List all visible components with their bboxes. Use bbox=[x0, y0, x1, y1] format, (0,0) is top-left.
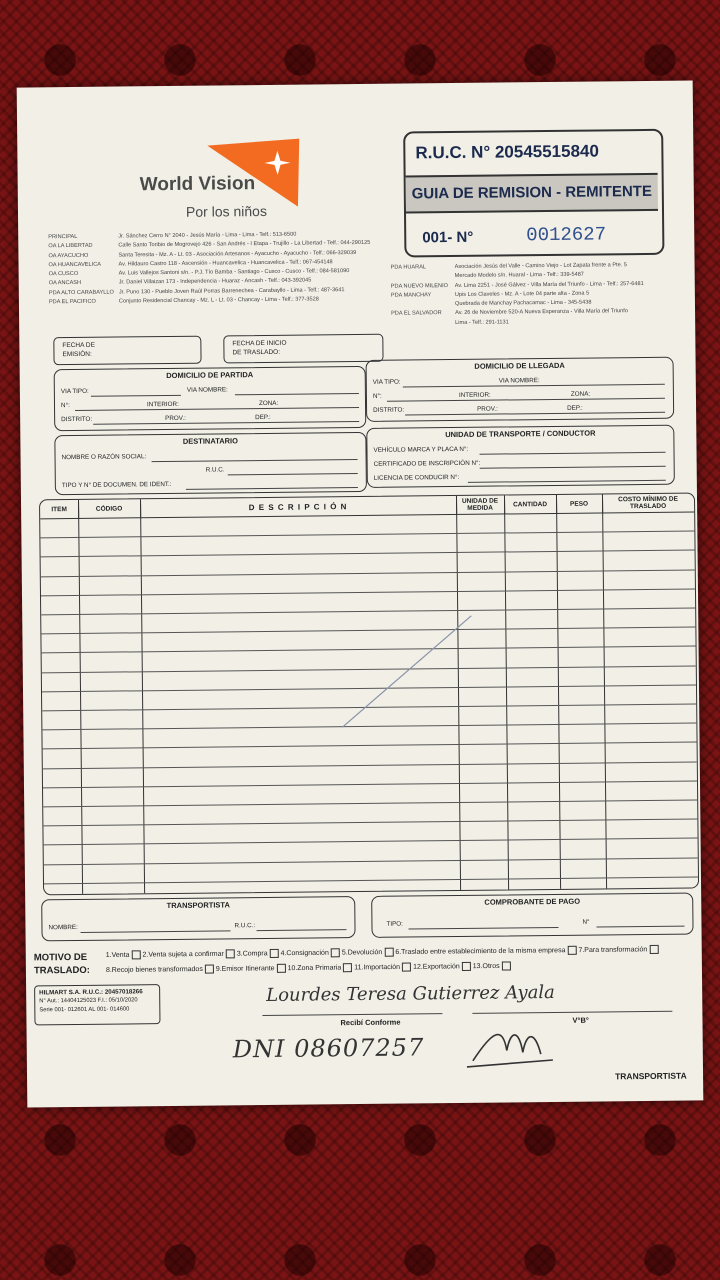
motivo-option-label: 7.Para transformación bbox=[578, 946, 648, 955]
motivo-option-label: 10.Zona Primaria bbox=[287, 964, 342, 973]
header-costo: COSTO MÍNIMO DE TRASLADO bbox=[618, 495, 678, 511]
partida-via-nombre-label: VIA NOMBRE: bbox=[186, 386, 228, 394]
transporte-title: UNIDAD DE TRANSPORTE / CONDUCTOR bbox=[445, 428, 596, 440]
transportista-ruc-label: R.U.C.: bbox=[234, 922, 256, 930]
handwritten-signature-name: Lourdes Teresa Gutierrez Ayala bbox=[266, 981, 555, 1007]
vb-signature-line bbox=[472, 1011, 672, 1014]
offices-right-list bbox=[391, 261, 692, 329]
motivo-checkbox[interactable] bbox=[502, 961, 511, 970]
partida-n-label: N°: bbox=[60, 402, 70, 410]
motivo-option-label: 8.Recojo bienes transformados bbox=[105, 966, 203, 975]
office-row: PRINCIPAL Jr. Sánchez Cerro N° 2040 - Jesús María - Lima - Lima - Telf.: 513-6500 bbox=[48, 231, 297, 241]
transportista-nombre-label: NOMBRE: bbox=[48, 923, 78, 932]
document-number: 0012627 bbox=[526, 223, 607, 247]
printer-aut: N° Aut.: 14404125023 F.I.: 05/10/2020 bbox=[39, 997, 138, 1005]
destinatario-ruc-label: R.U.C. bbox=[205, 466, 225, 474]
comprobante-title: COMPROBANTE DE PAGO bbox=[484, 896, 581, 907]
fecha-traslado-label-2: DE TRASLADO: bbox=[232, 348, 281, 357]
comprobante-tipo-input[interactable] bbox=[409, 927, 559, 930]
recibi-conforme-label: Recibí Conforme bbox=[340, 1017, 401, 1028]
llegada-via-input[interactable] bbox=[403, 384, 665, 388]
comprobante-n-label: N° bbox=[582, 918, 590, 926]
unidad-transporte-section bbox=[366, 425, 675, 488]
motivo-checkbox[interactable] bbox=[343, 963, 352, 972]
destinatario-title: DESTINATARIO bbox=[182, 436, 238, 446]
motivo-option-label: 2.Venta sujeta a confirmar bbox=[142, 950, 224, 959]
partida-interior-label: INTERIOR: bbox=[146, 400, 179, 409]
office-row: OA AYACUCHO Santa Teresita - Mz. A - Lt. 03 - Asociación Artesanos - Ayacucho - Ayacucho - Telf.: 066-329039 bbox=[48, 249, 357, 259]
header-unidad: UNIDAD DE MEDIDA bbox=[456, 495, 505, 514]
printer-name: HILMART S.A. R.U.C.: 20457018266 bbox=[39, 988, 143, 997]
transportista-ruc-input[interactable] bbox=[257, 929, 347, 931]
ruc-number: R.U.C. N° 20545515840 bbox=[415, 141, 600, 163]
partida-via-nombre-input[interactable] bbox=[235, 393, 359, 395]
llegada-n-label: N°: bbox=[372, 392, 382, 400]
motivo-checkbox[interactable] bbox=[131, 950, 140, 959]
destinatario-section bbox=[54, 432, 367, 495]
motivo-options-row1 bbox=[106, 944, 706, 959]
motivo-checkbox[interactable] bbox=[567, 946, 576, 955]
motivo-label-2: TRASLADO: bbox=[33, 964, 90, 977]
header-codigo: CÓDIGO bbox=[78, 499, 141, 518]
header-cantidad: CANTIDAD bbox=[504, 495, 557, 514]
header-descripcion: D E S C R I P C I Ó N bbox=[140, 496, 457, 517]
partida-row3-input[interactable] bbox=[93, 421, 359, 425]
destinatario-tipo-doc-label: TIPO Y N° DE DOCUMEN. DE IDENT.: bbox=[61, 480, 172, 490]
fecha-emision-field[interactable] bbox=[53, 336, 201, 366]
office-row: Mercado Modelo s/n. Huaral - Lima - Telf.: 339-5487 bbox=[454, 271, 584, 280]
destinatario-nombre-input[interactable] bbox=[152, 459, 358, 462]
fecha-traslado-field[interactable] bbox=[223, 334, 383, 364]
cancel-strike-mark bbox=[40, 493, 698, 894]
handwritten-initials-icon bbox=[462, 1020, 563, 1071]
llegada-row2-input[interactable] bbox=[387, 398, 665, 402]
motivo-checkbox[interactable] bbox=[384, 948, 393, 957]
certificado-input[interactable] bbox=[480, 466, 666, 469]
header-item: ITEM bbox=[40, 500, 79, 518]
comprobante-tipo-label: TIPO: bbox=[386, 920, 403, 928]
comprobante-n-input[interactable] bbox=[596, 926, 684, 928]
brand-name: World Vision bbox=[139, 173, 256, 196]
partida-via-tipo-input[interactable] bbox=[91, 395, 181, 397]
llegada-via-tipo-label: VIA TIPO: bbox=[372, 378, 401, 386]
motivo-checkbox[interactable] bbox=[402, 962, 411, 971]
motivo-option-label: 13.Otros bbox=[472, 962, 500, 971]
partida-distrito-label: DISTRITO: bbox=[61, 415, 93, 424]
transportista-title: TRANSPORTISTA bbox=[166, 900, 230, 911]
header-peso: PESO bbox=[556, 494, 603, 512]
llegada-distrito-label: DISTRITO: bbox=[373, 406, 405, 414]
motivo-checkbox[interactable] bbox=[649, 945, 658, 954]
licencia-input[interactable] bbox=[468, 480, 666, 483]
llegada-interior-label: INTERIOR: bbox=[458, 391, 491, 399]
printer-info-box bbox=[34, 984, 160, 1025]
fecha-emision-label-2: EMISIÓN: bbox=[62, 350, 92, 359]
certificado-label: CERTIFICADO DE INSCRIPCIÓN N°: bbox=[373, 459, 481, 468]
office-row: Quebrada de Manchay Pachacamac - Lima - 345-5438 bbox=[454, 299, 592, 308]
office-row: PDA HUARAL Asociación Jesús del Valle - Camino Viejo - Lot Zapata frente a Pte. 5 bbox=[390, 262, 627, 271]
brand-tagline: Por los niños bbox=[185, 202, 268, 220]
guia-remision-sheet bbox=[17, 80, 704, 1107]
motivo-option-label: 3.Compra bbox=[236, 950, 268, 958]
partida-prov-label: PROV.: bbox=[165, 414, 186, 423]
motivo-label bbox=[34, 951, 90, 978]
partida-title: DOMICILIO DE PARTIDA bbox=[166, 370, 254, 381]
fecha-traslado-label-1: FECHA DE INICIO bbox=[232, 339, 287, 348]
llegada-prov-label: PROV.: bbox=[477, 405, 498, 413]
licencia-label: LICENCIA DE CONDUCIR N°: bbox=[373, 473, 460, 482]
recibi-signature-line bbox=[262, 1013, 442, 1016]
partida-row2-input[interactable] bbox=[75, 407, 359, 411]
offices-left-list bbox=[48, 229, 439, 307]
motivo-option-label: 1.Venta bbox=[105, 951, 130, 960]
printer-serie: Serie 001- 012601 AL 001- 014600 bbox=[39, 1006, 130, 1014]
motivo-checkbox[interactable] bbox=[462, 962, 471, 971]
office-row: OA LA LIBERTAD Calle Santo Toribio de Mogrovejo 426 - San Andrés - I Etapa - Trujillo - La Libertad - Telf.: 044-290125 bbox=[48, 240, 371, 250]
office-row: PDA NUEVO MILENIO Av. Lima 2251 - José Gálvez - Villa María del Triunfo - Lima - Telf.: 257-6481 bbox=[390, 280, 644, 290]
office-row: Lima - Telf.: 291-1131 bbox=[455, 319, 509, 326]
motivo-checkbox[interactable] bbox=[205, 965, 214, 974]
partida-via-tipo-label: VIA TIPO: bbox=[60, 387, 89, 396]
domicilio-partida-section bbox=[54, 366, 367, 431]
vehiculo-label: VEHÍCULO MARCA Y PLACA N°: bbox=[373, 445, 469, 454]
llegada-zona-label: ZONA: bbox=[570, 390, 591, 398]
motivo-option-label: 9.Emisor Itinerante bbox=[215, 965, 275, 973]
motivo-options-row2 bbox=[106, 959, 706, 974]
vehiculo-input[interactable] bbox=[480, 452, 666, 455]
office-row: OA CUSCO Av. Luis Vallejos Santoni s/n. - P.J. Tío Bamba - Santiago - Cusco - Cusco - Telf.: 084-581090 bbox=[48, 268, 350, 278]
motivo-checkbox[interactable] bbox=[277, 964, 286, 973]
items-table bbox=[39, 492, 699, 895]
motivo-checkbox[interactable] bbox=[331, 948, 340, 957]
destinatario-ruc-input[interactable] bbox=[228, 473, 358, 475]
domicilio-llegada-section bbox=[366, 357, 675, 422]
motivo-option-label: 11.Importación bbox=[354, 963, 401, 972]
motivo-checkbox[interactable] bbox=[270, 949, 279, 958]
destinatario-doc-input[interactable] bbox=[186, 487, 358, 490]
vb-label: V°B° bbox=[572, 1015, 589, 1025]
motivo-option-label: 12.Exportación bbox=[413, 963, 460, 971]
serie-label: 001- N° bbox=[422, 228, 474, 247]
fecha-emision-label-1: FECHA DE bbox=[62, 341, 95, 350]
llegada-dep-label: DEP.: bbox=[567, 404, 583, 412]
office-row: OA ANCASH Jr. Daniel Villaizan 173 - Independencia - Huaraz - Ancash - Telf.: 043-392045 bbox=[48, 277, 312, 287]
transportista-nombre-input[interactable] bbox=[81, 930, 231, 933]
office-row: PDA EL PACIFICO Conjunto Residencial Chancay - Mz. L - Lt. 03 - Chancay - Lima - Telf.: 377-3528 bbox=[48, 296, 319, 306]
transportista-footer-label: TRANSPORTISTA bbox=[615, 1070, 687, 1082]
office-row: PDA EL SALVADOR Av. 26 de Noviembre 520-A Nueva Esperanza - Villa María del Triunfo bbox=[391, 308, 628, 318]
office-row: PDA ALTO CARABAYLLO Jr. Puno 130 - Pueblo Joven Raúl Porras Barrenechea - Carabayllo - Lima - Telf.: 487-3641 bbox=[48, 286, 345, 297]
doc-type-title: GUIA DE REMISION - REMITENTE bbox=[406, 173, 658, 214]
motivo-label-1: MOTIVO DE bbox=[33, 951, 88, 964]
partida-dep-label: DEP.: bbox=[255, 413, 271, 422]
partida-zona-label: ZONA: bbox=[258, 399, 279, 408]
motivo-checkbox[interactable] bbox=[226, 949, 235, 958]
office-row: OA HUANCAVELICA Av. Hildauro Castro 118 - Ascensión - Huancavelica - Huancavelica - Telf.: 067-454148 bbox=[48, 259, 333, 269]
motivo-option-label: 4.Consignación bbox=[280, 949, 329, 958]
motivo-option-label: 5.Devolución bbox=[341, 949, 383, 957]
handwritten-dni: DNI 08607257 bbox=[232, 1033, 425, 1064]
comprobante-section bbox=[371, 893, 693, 938]
llegada-row3-input[interactable] bbox=[405, 412, 665, 416]
llegada-title: DOMICILIO DE LLEGADA bbox=[474, 360, 565, 371]
office-row: PDA MANCHAY Upis Los Claveles - Mz. A - Lote 04 parte alta - Zona 5 bbox=[390, 290, 590, 299]
motivo-option-label: 6.Traslado entre establecimiento de la misma empresa bbox=[395, 947, 566, 956]
llegada-via-nombre-label: VIA NOMBRE: bbox=[498, 377, 540, 385]
transportista-section bbox=[41, 896, 355, 941]
world-vision-logo-icon bbox=[207, 137, 308, 208]
destinatario-nombre-label: NOMBRE O RAZÓN SOCIAL: bbox=[61, 453, 147, 462]
